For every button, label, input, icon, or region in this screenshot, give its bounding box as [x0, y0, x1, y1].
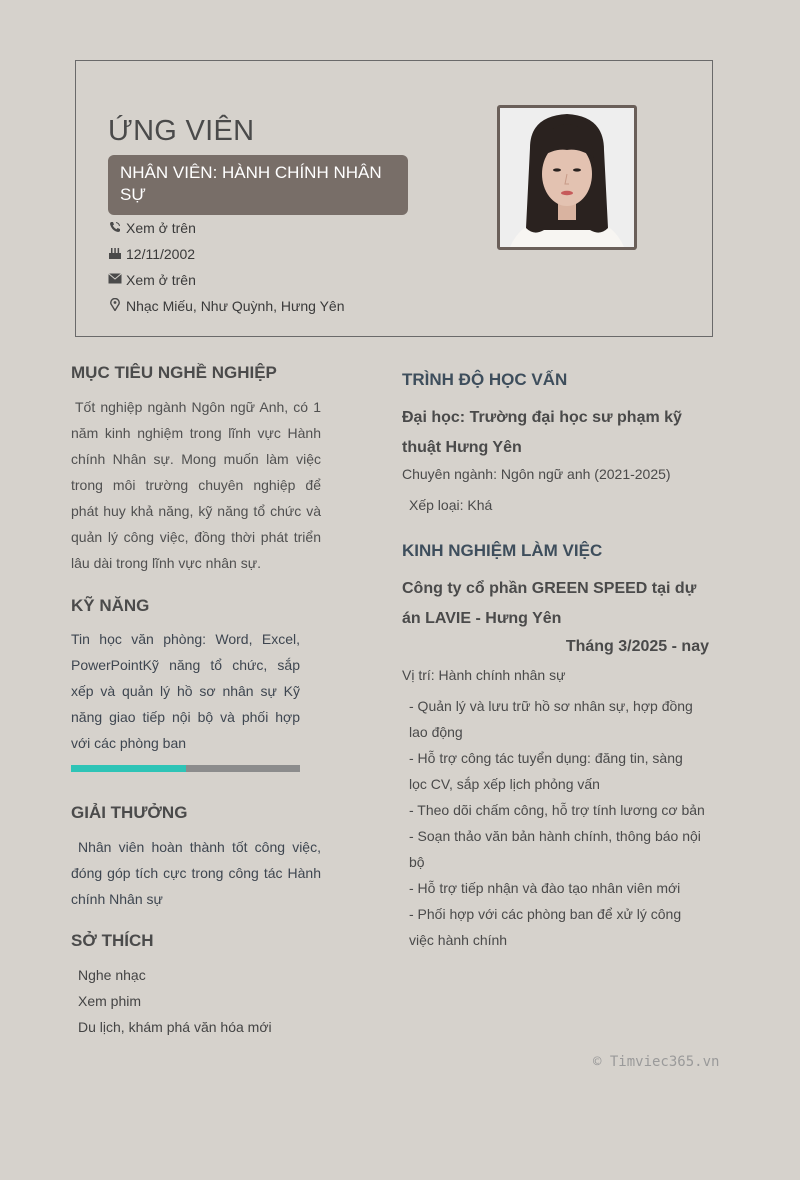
candidate-label: ỨNG VIÊN	[108, 115, 255, 147]
duty-item: - Hỗ trợ tiếp nhận và đào tạo nhân viên mới	[409, 880, 681, 896]
birthdate-row	[108, 246, 195, 262]
education-major: Chuyên ngành: Ngôn ngữ anh (2021-2025)	[402, 466, 671, 482]
address-row	[108, 298, 344, 314]
hobbies-title: SỞ THÍCH	[71, 931, 154, 950]
skills-text: Tin học văn phòng: Word, Excel, PowerPointKỹ năng tổ chức, sắp xếp và quản lý hồ sơ nhân sự Kỹ năng giao tiếp nội bộ và phối hợp với các phòng ban	[71, 631, 300, 751]
duty-item: - Hỗ trợ công tác tuyển dụng: đăng tin, sàng lọc CV, sắp xếp lịch phỏng vấn	[409, 750, 683, 792]
awards-text: Nhân viên hoàn thành tốt công việc, đóng góp tích cực trong công tác Hành chính Nhân sự	[71, 839, 321, 907]
watermark: © Timviec365.vn	[593, 1054, 720, 1070]
experience-company: Công ty cổ phần GREEN SPEED tại dự án LAVIE - Hưng Yên	[402, 580, 697, 627]
objective-text: Tốt nghiệp ngành Ngôn ngữ Anh, có 1 năm kinh nghiệm trong lĩnh vực Hành chính Nhân sự. Mong muốn làm việc trong môi trường chuyên nghiệp để phát huy khả năng, kỹ năng tổ chức và quản lý công việc, đồng thời phát triển lâu dài trong lĩnh vực nhân sự.	[71, 399, 321, 571]
hobby-item: Nghe nhạc	[78, 967, 146, 983]
duty-item: - Quản lý và lưu trữ hồ sơ nhân sự, hợp đồng lao động	[409, 698, 693, 740]
profile-photo	[497, 105, 637, 250]
cake-icon	[108, 247, 122, 262]
education-grade: Xếp loại: Khá	[409, 497, 493, 513]
experience-title: KINH NGHIỆM LÀM VIỆC	[402, 541, 603, 560]
duty-item: - Soạn thảo văn bản hành chính, thông báo nội bộ	[409, 828, 701, 870]
education-school: Đại học: Trường đại học sư phạm kỹ thuật Hưng Yên	[402, 409, 682, 456]
phone-icon	[108, 221, 122, 236]
email-row	[108, 272, 196, 288]
experience-role: Vị trí: Hành chính nhân sự	[402, 667, 566, 683]
phone-value: Xem ở trên	[126, 220, 196, 236]
duty-item: - Phối hợp với các phòng ban để xử lý công việc hành chính	[409, 906, 682, 948]
map-marker-icon	[108, 298, 122, 314]
hobby-item: Xem phim	[78, 993, 142, 1009]
position-title: NHÂN VIÊN: HÀNH CHÍNH NHÂN SỰ	[108, 155, 408, 215]
birthdate-value: 12/11/2002	[126, 246, 196, 262]
skill-level-fill	[71, 765, 186, 772]
objective-title: MỤC TIÊU NGHỀ NGHIỆP	[71, 363, 277, 382]
hobby-item: Du lịch, khám phá văn hóa mới	[78, 1019, 272, 1035]
experience-period: Tháng 3/2025 - nay	[565, 638, 709, 655]
duty-item: - Theo dõi chấm công, hỗ trợ tính lương cơ bản	[409, 802, 705, 818]
address-value: Nhạc Miếu, Như Quỳnh, Hưng Yên	[126, 298, 345, 314]
education-title: TRÌNH ĐỘ HỌC VẤN	[402, 370, 568, 389]
skill-level-bar	[71, 765, 300, 772]
awards-title: GIẢI THƯỞNG	[71, 803, 188, 822]
phone-row	[108, 220, 196, 236]
skills-title: KỸ NĂNG	[71, 596, 150, 615]
email-value: Xem ở trên	[126, 272, 196, 288]
envelope-icon	[108, 273, 122, 287]
